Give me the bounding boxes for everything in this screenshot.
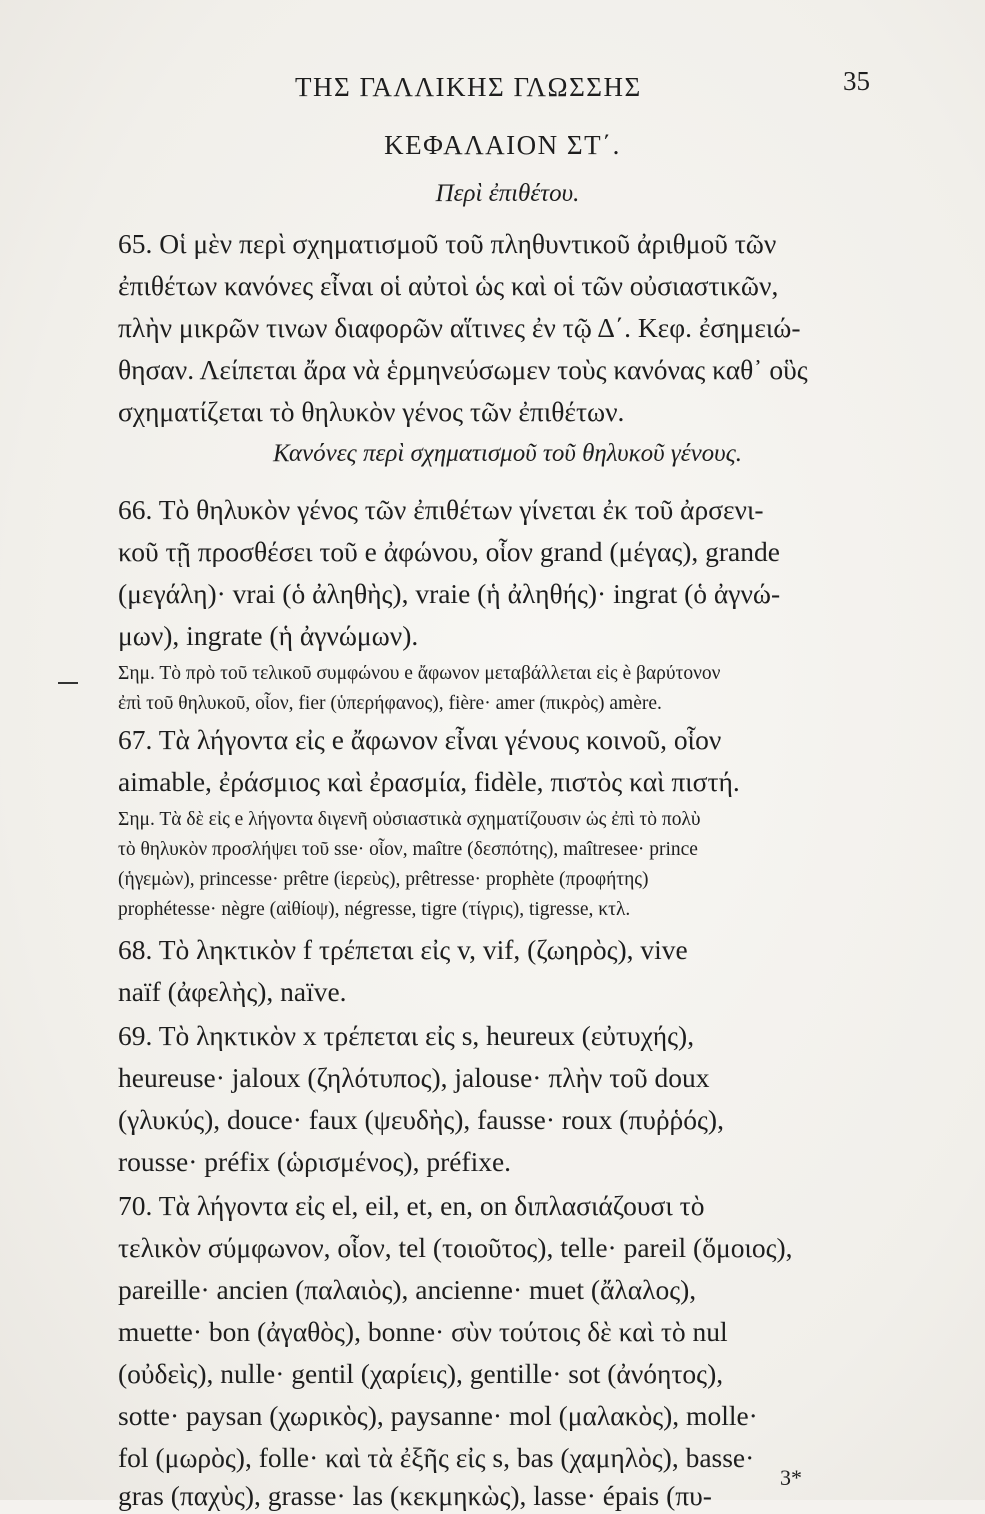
- note-line: Σημ. Τὰ δὲ εἰς e λήγοντα διγενῆ οὐσιαστικὰ σχηματίζουσιν ὡς ἐπὶ τὸ πολὺ: [118, 809, 701, 830]
- note-line: Σημ. Τὸ πρὸ τοῦ τελικοῦ συμφώνου e ἄφωνον μεταβάλλεται εἰς è βαρύτονον: [118, 663, 721, 684]
- text-line: (οὐδεὶς), nulle· gentil (χαρίεις), gentille· sot (ἀνόητος),: [118, 1358, 724, 1389]
- text-line: μων), ingrate (ἡ ἀγνώμων).: [118, 620, 419, 651]
- text-line: 70. Τὰ λήγοντα εἰς el, eil, et, en, on διπλασιάζουσι τὸ: [118, 1190, 705, 1221]
- text-line: τελικὸν σύμφωνον, οἷον, tel (τοιοῦτος), telle· pareil (ὅμοιος),: [118, 1232, 793, 1263]
- text-line: sotte· paysan (χωρικὸς), paysanne· mol (μαλακὸς), molle·: [118, 1400, 758, 1431]
- text-line: θησαν. Λείπεται ἄρα νὰ ἑρμηνεύσωμεν τοὺς κανόνας καθ᾽ οὓς: [118, 354, 808, 385]
- text-line: muette· bon (ἀγαθὸς), bonne· σὺν τούτοις δὲ καὶ τὸ nul: [118, 1316, 728, 1347]
- text-line: 69. Τὸ ληκτικὸν x τρέπεται εἰς s, heureux (εὐτυχής),: [118, 1020, 695, 1051]
- text-line: 67. Τὰ λήγοντα εἰς e ἄφωνον εἶναι γένους κοινοῦ, οἷον: [118, 724, 722, 755]
- note-line: (ἡγεμὼν), princesse· prêtre (ἱερεὺς), prêtresse· prophète (προφήτης): [118, 869, 649, 890]
- text-line: ἐπιθέτων κανόνες εἶναι οἱ αὐτοὶ ὡς καὶ οἱ τῶν οὐσιαστικῶν,: [118, 270, 779, 301]
- text-line: pareille· ancien (παλαιὸς), ancienne· muet (ἄλαλος),: [118, 1274, 697, 1305]
- text-line: gras (παχὺς), grasse· las (κεκμηκὼς), lasse· épais (πυ-: [118, 1480, 712, 1511]
- chapter-subtitle: Περὶ ἐπιθέτου.: [435, 180, 580, 207]
- note-line: ἐπὶ τοῦ θηλυκοῦ, οἷον, fier (ὑπερήφανος), fière· amer (πικρὸς) amère.: [118, 693, 662, 714]
- text-line: fol (μωρὸς), folle· καὶ τὰ ἐξῆς εἰς s, bas (χαμηλὸς), basse·: [118, 1442, 755, 1473]
- chapter-heading: ΚΕΦΑΛΑΙΟΝ ΣΤ΄.: [384, 130, 621, 160]
- note-line: prophétesse· nègre (αἰθίοψ), négresse, tigre (τίγρις), tigresse, κτλ.: [118, 899, 631, 920]
- page-number: 35: [843, 66, 870, 96]
- text-line: πλὴν μικρῶν τινων διαφορῶν αἵτινες ἐν τῷ Δ΄. Κεφ. ἐσημειώ-: [118, 312, 801, 343]
- text-line: (μεγάλη)· vrai (ὁ ἀληθὴς), vraie (ἡ ἀληθής)· ingrat (ὁ ἀγνώ-: [118, 578, 781, 609]
- text-line: 68. Τὸ ληκτικὸν f τρέπεται εἰς v, vif, (ζωηρὸς), vive: [118, 934, 688, 965]
- margin-mark: [58, 682, 78, 684]
- text-line: 65. Οἱ μὲν περὶ σχηματισμοῦ τοῦ πληθυντικοῦ ἀριθμοῦ τῶν: [118, 228, 777, 259]
- section-heading: Κανόνες περὶ σχηματισμοῦ τοῦ θηλυκοῦ γένους.: [272, 440, 743, 467]
- text-line: aimable, ἐράσμιος καὶ ἐρασμία, fidèle, πιστὸς καὶ πιστή.: [118, 766, 740, 797]
- text-line: κοῦ τῇ προσθέσει τοῦ e ἀφώνου, οἷον grand (μέγας), grande: [118, 536, 780, 567]
- text-line: rousse· préfix (ὡρισμένος), préfixe.: [118, 1146, 512, 1177]
- text-line: (γλυκύς), douce· faux (ψευδὴς), fausse· roux (πυῤῥός),: [118, 1104, 724, 1135]
- note-line: τὸ θηλυκὸν προσλήψει τοῦ sse· οἷον, maître (δεσπότης), maîtresee· prince: [118, 839, 698, 860]
- text-line: σχηματίζεται τὸ θηλυκὸν γένος τῶν ἐπιθέτων.: [118, 396, 625, 427]
- text-line: 66. Τὸ θηλυκὸν γένος τῶν ἐπιθέτων γίνεται ἐκ τοῦ ἀρσενι-: [118, 494, 764, 525]
- signature-mark: 3*: [780, 1465, 802, 1490]
- text-line: heureuse· jaloux (ζηλότυπος), jalouse· πλὴν τοῦ doux: [118, 1062, 710, 1093]
- running-title: ΤΗΣ ΓΑΛΛΙΚΗΣ ΓΛΩΣΣΗΣ: [295, 72, 642, 102]
- text-line: naïf (ἀφελὴς), naïve.: [118, 976, 347, 1007]
- running-header: [120, 66, 880, 112]
